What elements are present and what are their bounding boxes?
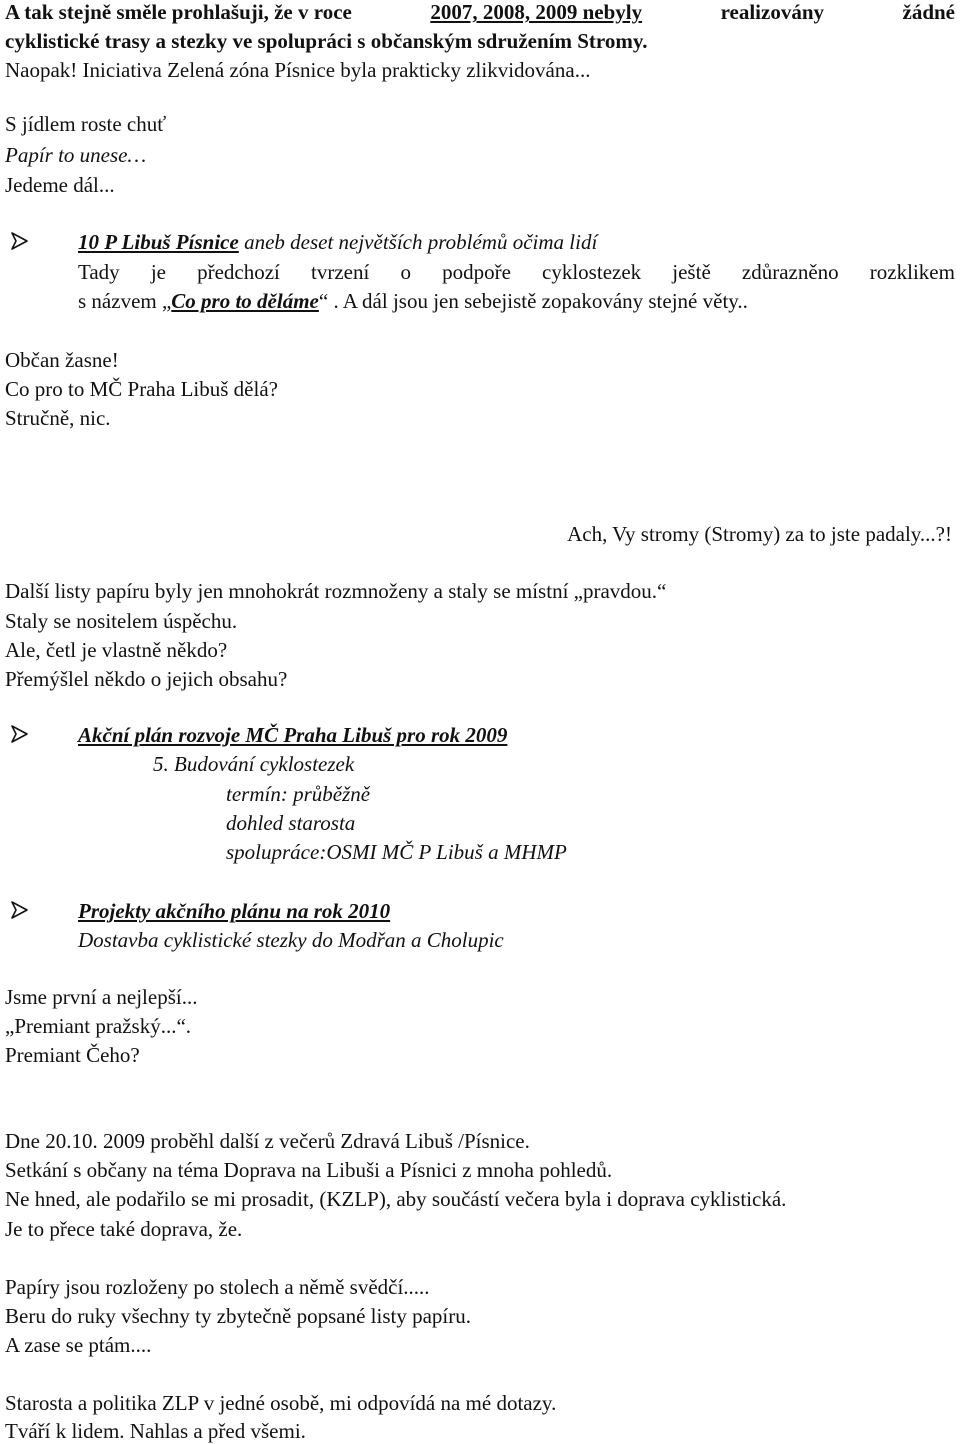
closing2-line-3: Ne hned, ale podařilo se mi prosadit, (KZLP), aby součástí večera byla i doprava cyklistická. [5, 1187, 787, 1211]
word: je [150, 260, 166, 284]
co-pro-to-delame-link[interactable]: Co pro to děláme [171, 289, 319, 313]
intro-line-5: Papír to unese… [5, 143, 147, 167]
section1-line3-pre: s názvem „ [78, 289, 172, 313]
intro-line-6: Jedeme dál... [5, 173, 115, 197]
middle-line-3: Stručně, nic. [5, 406, 111, 430]
section3-title: Projekty akčního plánu na rok 2010 [78, 899, 391, 923]
intro-line-3: Naopak! Iniciativa Zelená zóna Písnice byla prakticky zlikvidována... [5, 58, 591, 82]
word: cyklostezek [542, 260, 642, 284]
word: rozklikem [869, 260, 955, 284]
section2-supervisor: dohled starosta [226, 811, 356, 835]
middle-line-6: Ale, četl je vlastně někdo? [5, 638, 228, 662]
closing2-line-2: Setkání s občany na téma Doprava na Libuši a Písnici z mnoha pohledů. [5, 1158, 613, 1182]
closing1-line-3: Premiant Čeho? [5, 1043, 140, 1067]
closing2-line-5: Papíry jsou rozloženy po stolech a němě svědčí..... [5, 1275, 430, 1299]
closing2-line-8: Starosta a politika ZLP v jedné osobě, mi odpovídá na mé dotazy. [5, 1391, 557, 1415]
middle-line-1: Občan žasne! [5, 348, 119, 372]
intro-line-1 [5, 0, 955, 25]
section1-line-2 [78, 259, 955, 285]
section1-line3-post: “ . A dál jsou jen sebejistě zopakovány stejné věty.. [318, 289, 748, 313]
section1-title-rest: aneb deset největších problémů očima lidí [238, 230, 598, 254]
closing1-line-2: „Premiant pražský...“. [5, 1014, 192, 1038]
closing1-line-1: Jsme první a nejlepší... [5, 985, 198, 1009]
section1-title-bold: 10 P Libuš Písnice [78, 230, 239, 254]
middle-right-line: Ach, Vy stromy (Stromy) za to jste padaly...?! [567, 522, 952, 546]
section2-item: 5. Budování cyklostezek [153, 752, 355, 776]
intro-text: A tak stejně směle prohlašuji, že v roce [5, 0, 352, 24]
middle-line-4: Další listy papíru byly jen mnohokrát rozmnoženy a staly se místní „pravdou.“ [5, 579, 667, 603]
closing2-line-6: Beru do ruky všechny ty zbytečně popsané listy papíru. [5, 1304, 471, 1328]
intro-line-2: cyklistické trasy a stezky ve spolupráci s občanským sdružením Stromy. [5, 29, 648, 53]
word: Tady [78, 260, 120, 284]
word: o [400, 260, 411, 284]
section2-title: Akční plán rozvoje MČ Praha Libuš pro rok 2009 [78, 723, 508, 747]
word: předchozí [197, 260, 280, 284]
intro-word-realizovany: realizovány [720, 0, 825, 24]
section2-term: termín: průběžně [226, 782, 371, 806]
closing2-line-9: Tváří k lidem. Nahlas a před všemi. [5, 1419, 306, 1443]
closing2-line-7: A zase se ptám.... [5, 1333, 152, 1357]
middle-line-5: Staly se nositelem úspěchu. [5, 609, 238, 633]
closing2-line-4: Je to přece také doprava, že. [5, 1217, 243, 1241]
arrowhead-bullet-icon [10, 900, 30, 920]
closing2-line-1: Dne 20.10. 2009 proběhl další z večerů Zdravá Libuš /Písnice. [5, 1129, 530, 1153]
section3-line: Dostavba cyklistické stezky do Modřan a Cholupic [78, 928, 504, 952]
middle-line-2: Co pro to MČ Praha Libuš dělá? [5, 377, 278, 401]
intro-years: 2007, 2008, 2009 nebyly [430, 0, 643, 24]
arrowhead-bullet-icon [10, 724, 30, 744]
section1-line-3 [78, 288, 748, 314]
word: podpoře [442, 260, 511, 284]
word: tvrzení [311, 260, 370, 284]
intro-line-4: S jídlem roste chuť [5, 112, 167, 136]
middle-line-7: Přemýšlel někdo o jejich obsahu? [5, 667, 288, 691]
section2-cooperation: spolupráce:OSMI MČ P Libuš a MHMP [226, 840, 567, 864]
intro-word-zadne: žádné [902, 0, 955, 24]
word: zdůrazněno [741, 260, 839, 284]
section1-title [78, 229, 597, 255]
word: ještě [672, 260, 711, 284]
arrowhead-bullet-icon [10, 231, 30, 251]
